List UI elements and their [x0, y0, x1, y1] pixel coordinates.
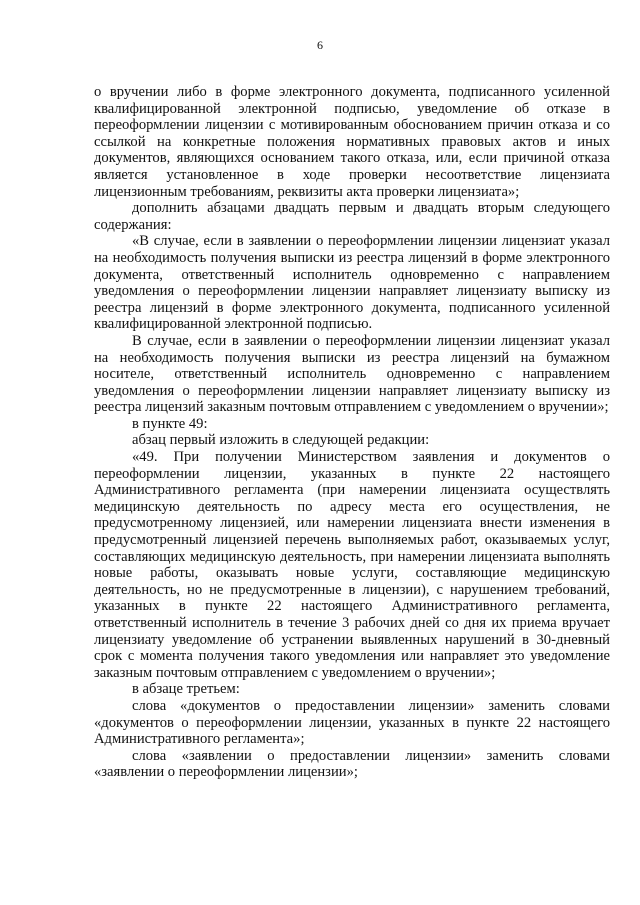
paragraph: в абзаце третьем:: [132, 681, 240, 698]
paragraph: «49. При получении Министерством заявления и документов о переоформлении лицензии, указанных в пункте 22 настоящего Административного регламента (при намерении лицензиата осуществлять медицинскую деятельность по адресу места его осуществления, не предусмотренному лицензией, или намерении лицензиата внести изменения в предусмотренный лицензией перечень выполняемых работ, оказываемых услуг, составляющих медицинскую деятельность, при намерении лицензиата выполнять новые работы, оказывать новые услуги, составляющие медицинскую деятельность, но не предусмотренные в лицензии), с нарушением требований, указанных в пункте 22 настоящего Административного регламента, ответственный исполнитель в течение 3 рабочих дней со дня их приема вручает лицензиату уведомление об устранении выявленных нарушений в 30-дневный срок с момента получения такого уведомления или направляет это уведомление заказным почтовым отправлением с уведомлением о вручении»;: [94, 449, 610, 681]
paragraph: «В случае, если в заявлении о переоформлении лицензии лицензиат указал на необходимость получения выписки из реестра лицензий в форме электронного документа, ответственный исполнитель одновременно с направлением уведомления о переоформлении лицензии направляет лицензиату выписку из реестра лицензий в форме электронного документа, подписанного усиленной квалифицированной электронной подписью.: [94, 233, 610, 333]
paragraph: слова «заявлении о предоставлении лицензии» заменить словами «заявлении о переоформлении лицензии»;: [94, 747, 610, 781]
paragraph: о вручении либо в форме электронного документа, подписанного усиленной квалифицированной электронной подписью, уведомление об отказе в переоформлении лицензии с мотивированным обоснованием причин отказа и со ссылкой на конкретные положения нормативных правовых актов и иных документов, являющихся основанием такого отказа, или, если причиной отказа является установленное в ходе проверки несоответствие лицензиата лицензионным требованиям, реквизиты акта проверки лицензиата»;: [94, 84, 610, 200]
paragraph: дополнить абзацами двадцать первым и двадцать вторым следующего содержания:: [94, 200, 610, 233]
paragraph: слова «документов о предоставлении лицензии» заменить словами «документов о переоформлении лицензии, указанных в пункте 22 настоящего Административного регламента»;: [94, 697, 610, 748]
paragraph: в пункте 49:: [132, 415, 208, 432]
document-body: [94, 84, 610, 781]
paragraph: В случае, если в заявлении о переоформлении лицензии лицензиат указал на необходимость получения выписки из реестра лицензий на бумажном носителе, ответственный исполнитель одновременно с направлением уведомления о переоформлении лицензии направляет лицензиату выписку из реестра лицензий заказным почтовым отправлением с уведомлением о вручении»;: [94, 332, 610, 416]
page-number: 6: [317, 38, 323, 52]
paragraph: абзац первый изложить в следующей редакции:: [132, 432, 430, 449]
